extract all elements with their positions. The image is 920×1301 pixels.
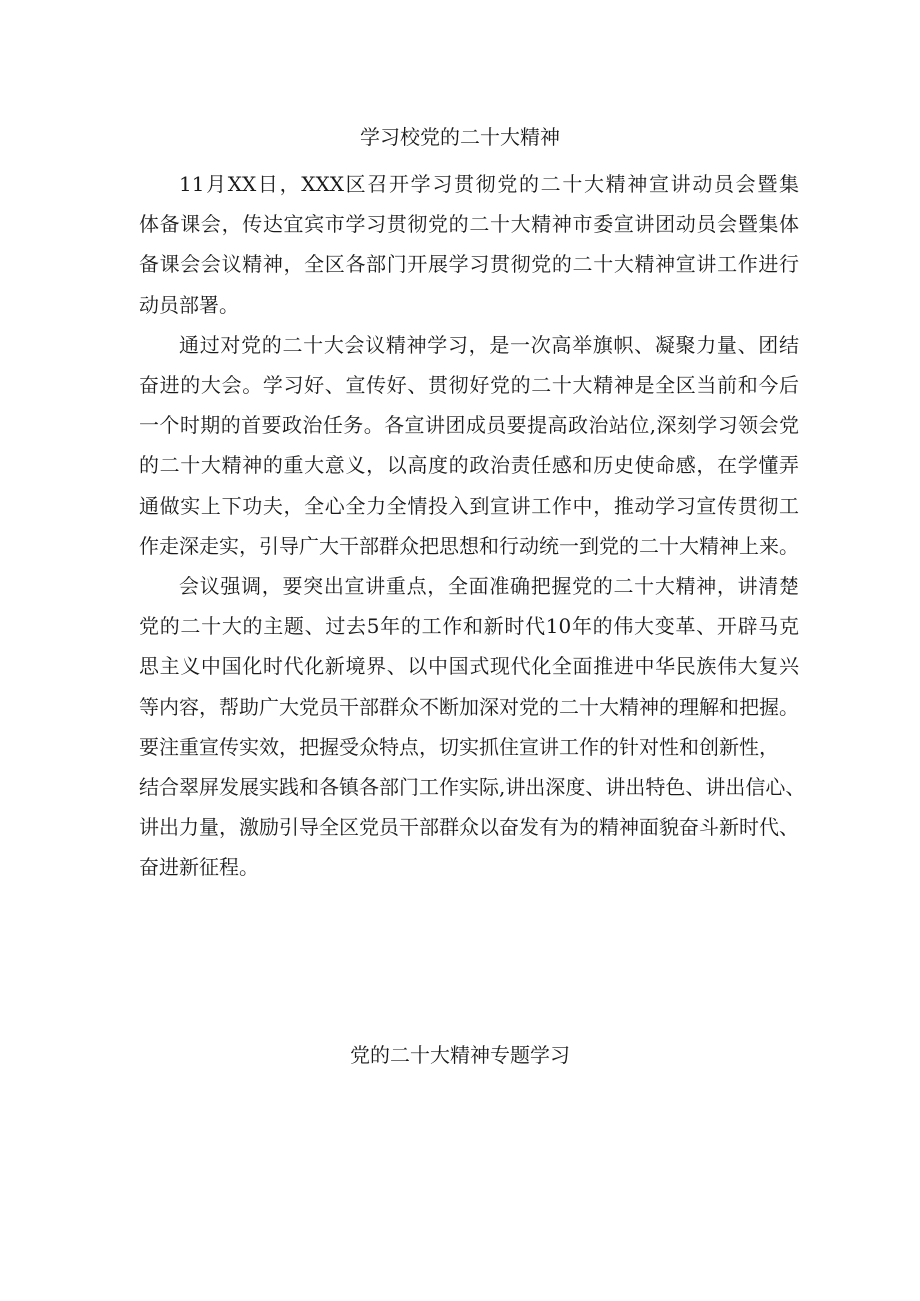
section-heading: 党的二十大精神专题学习 — [350, 1043, 570, 1067]
body-line: 讲出力量，激励引导全区党员干部群众以奋发有为的精神面貌奋斗新时代、 — [139, 815, 799, 840]
body-line: 思主义中国化时代化新境界、以中国式现代化全面推进中华民族伟大复兴 — [139, 654, 799, 679]
body-line: 体备课会，传达宜宾市学习贯彻党的二十大精神市委宣讲团动员会暨集体 — [139, 212, 799, 237]
body-line: 党的二十大的主题、过去5年的工作和新时代10年的伟大变革、开辟马克 — [139, 614, 799, 639]
body-line: 通做实上下功夫，全心全力全情投入到宣讲工作中，推动学习宣传贯彻工 — [139, 493, 799, 518]
body-line: 11月XX日，XXX区召开学习贯彻党的二十大精神宣讲动员会暨集 — [179, 172, 799, 196]
body-line: 奋进的大会。学习好、宣传好、贯彻好党的二十大精神是全区当前和今后 — [139, 373, 799, 397]
body-line: 一个时期的首要政治任务。各宣讲团成员要提高政治站位,深刻学习领会党 — [139, 413, 799, 438]
body-line: 奋进新征程。 — [139, 855, 259, 880]
body-line: 的二十大精神的重大意义，以高度的政治责任感和历史使命感，在学懂弄 — [139, 453, 799, 478]
body-line: 会议强调，要突出宣讲重点，全面准确把握党的二十大精神，讲清楚 — [179, 574, 799, 598]
body-line: 备课会会议精神，全区各部门开展学习贯彻党的二十大精神宣讲工作进行 — [139, 252, 799, 277]
body-line: 等内容，帮助广大党员干部群众不断加深对党的二十大精神的理解和把握。 — [139, 694, 799, 719]
document-title: 学习校党的二十大精神 — [360, 125, 560, 149]
body-line: 要注重宣传实效，把握受众特点，切实抓住宣讲工作的针对性和创新性， — [139, 734, 779, 759]
body-line: 动员部署。 — [139, 292, 239, 317]
body-line: 通过对党的二十大会议精神学习，是一次高举旗帜、凝聚力量、团结 — [179, 332, 799, 357]
body-line: 作走深走实，引导广大干部群众把思想和行动统一到党的二十大精神上来。 — [139, 533, 799, 558]
body-line: 结合翠屏发展实践和各镇各部门工作实际,讲出深度、讲出特色、讲出信心、 — [139, 775, 806, 799]
